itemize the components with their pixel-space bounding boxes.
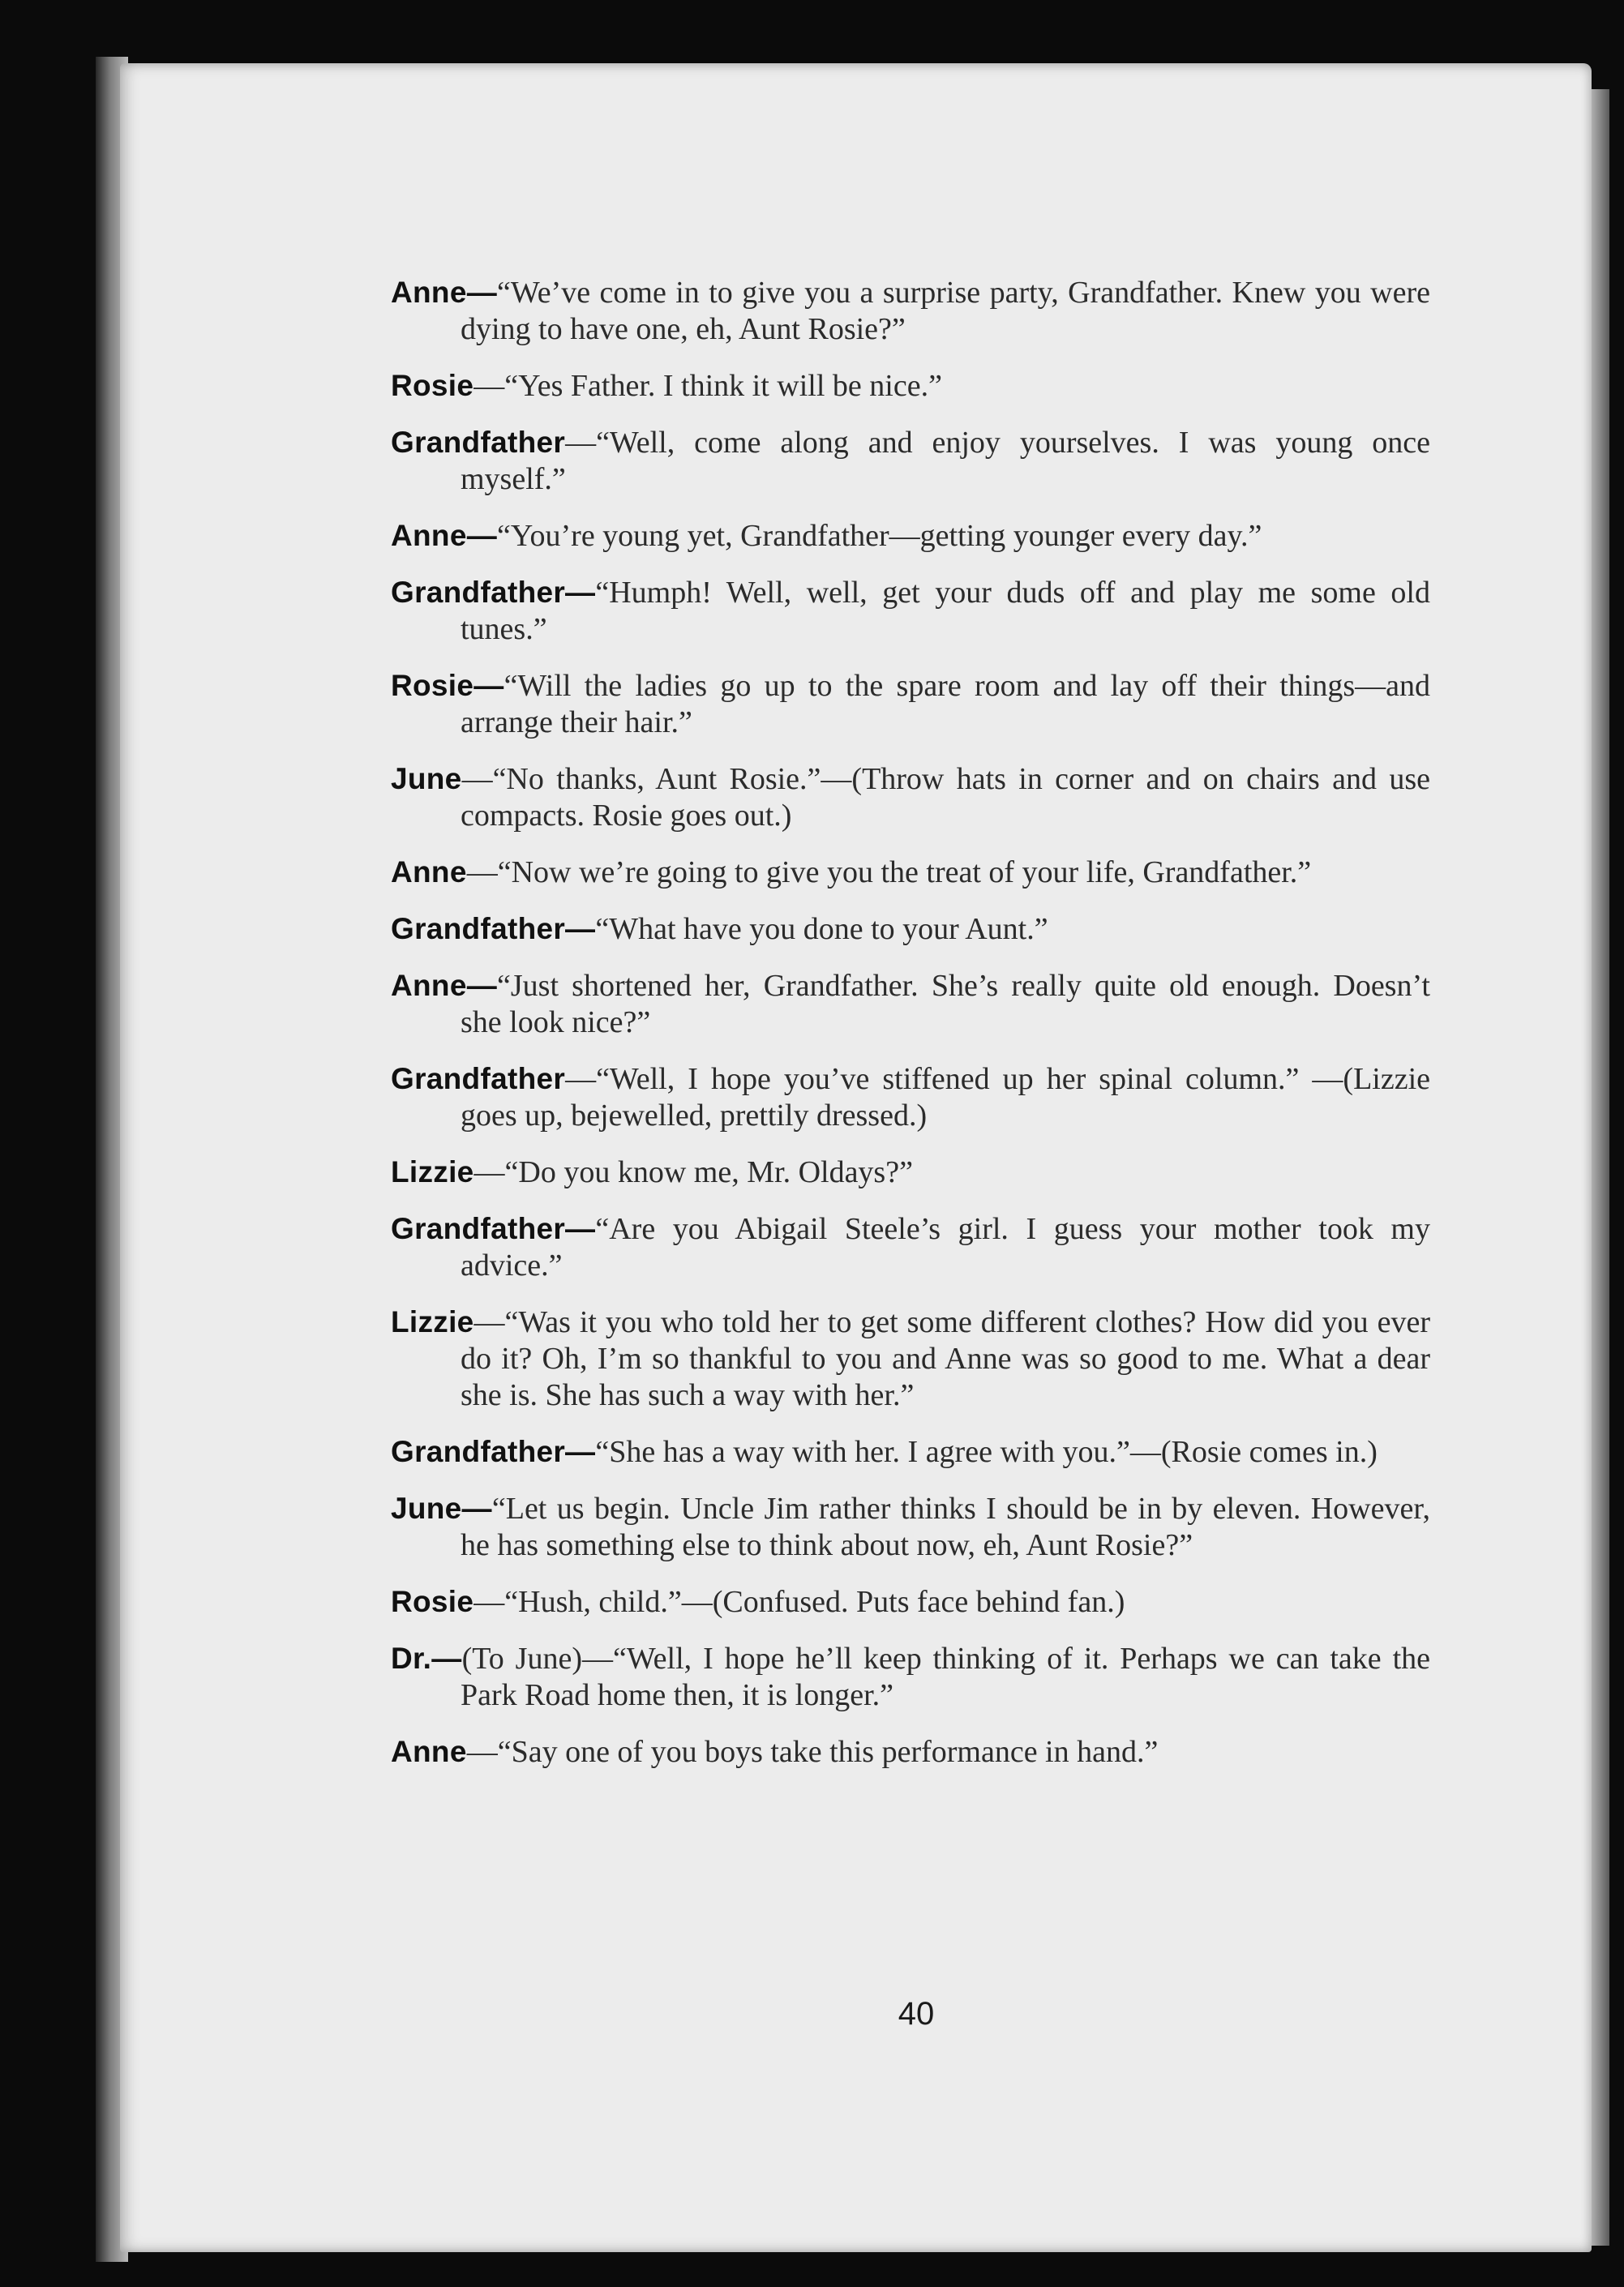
dialogue-line: [391, 1210, 1430, 1284]
line-text: “Will the ladies go up to the spare room and lay off their things—and arrange their hair.”: [461, 669, 1430, 739]
speaker-name: Rosie—: [391, 669, 504, 702]
line-text: —“Was it you who told her to get some different clothes? How did you ever do it? Oh, I’m so thankful to you and Anne was so good to me. What a dear she is. She has such a way with her.”: [461, 1305, 1430, 1412]
line-text: (To June)—“Well, I hope he’ll keep thinking of it. Perhaps we can take the Park Road home then, it is longer.”: [461, 1642, 1430, 1712]
speaker-name: June: [391, 762, 462, 795]
speaker-name: Lizzie: [391, 1155, 474, 1188]
line-text: “Humph! Well, well, get your duds off and play me some old tunes.”: [461, 576, 1430, 646]
line-text: —“Now we’re going to give you the treat of your life, Grandfather.”: [466, 855, 1312, 889]
line-text: —“Do you know me, Mr. Oldays?”: [473, 1155, 913, 1189]
line-text: —“Say one of you boys take this performance in hand.”: [466, 1735, 1159, 1769]
line-text: “You’re young yet, Grandfather—getting younger every day.”: [497, 519, 1262, 553]
speaker-name: Anne—: [391, 276, 497, 309]
dialogue-line: [391, 667, 1430, 741]
dialogue-line: [391, 760, 1430, 834]
dialogue-line: [391, 1733, 1430, 1771]
speaker-name: Lizzie: [391, 1305, 474, 1338]
speaker-name: Dr.—: [391, 1642, 462, 1675]
dialogue-line: [391, 1304, 1430, 1414]
page-number: 40: [898, 1996, 935, 2032]
speaker-name: Anne: [391, 1735, 467, 1768]
line-text: “Just shortened her, Grandfather. She’s really quite old enough. Doesn’t she look nice?”: [461, 969, 1430, 1039]
line-text: “What have you done to your Aunt.”: [595, 912, 1048, 946]
dialogue-line: [391, 1154, 1430, 1191]
line-text: “Let us begin. Uncle Jim rather thinks I should be in by eleven. However, he has something else to think about now, eh, Aunt Rosie?”: [461, 1492, 1430, 1562]
line-text: —“Hush, child.”—(Confused. Puts face behind fan.): [473, 1585, 1125, 1619]
speaker-name: Grandfather—: [391, 1212, 596, 1245]
dialogue-line: [391, 1583, 1430, 1621]
dialogue-line: [391, 424, 1430, 498]
speaker-name: Anne—: [391, 969, 497, 1002]
dialogue-line: [391, 910, 1430, 948]
dialogue-line: [391, 1433, 1430, 1471]
dialogue-text: [391, 274, 1430, 1790]
dialogue-line: [391, 1060, 1430, 1134]
dialogue-line: [391, 1490, 1430, 1564]
dialogue-line: [391, 854, 1430, 891]
speaker-name: Grandfather: [391, 1062, 566, 1095]
speaker-name: Rosie: [391, 369, 474, 402]
line-text: —“Well, I hope you’ve stiffened up her spinal column.” —(Lizzie goes up, bejewelled, prettily dressed.): [461, 1062, 1430, 1133]
speaker-name: June—: [391, 1492, 492, 1525]
speaker-name: Grandfather—: [391, 912, 596, 945]
dialogue-line: [391, 274, 1430, 348]
line-text: —“No thanks, Aunt Rosie.”—(Throw hats in corner and on chairs and use compacts. Rosie goes out.): [461, 762, 1430, 833]
line-text: “She has a way with her. I agree with you.”—(Rosie comes in.): [595, 1435, 1378, 1469]
dialogue-line: [391, 517, 1430, 555]
speaker-name: Anne—: [391, 519, 497, 552]
line-text: “We’ve come in to give you a surprise party, Grandfather. Knew you were dying to have one, eh, Aunt Rosie?”: [461, 276, 1430, 346]
line-text: “Are you Abigail Steele’s girl. I guess your mother took my advice.”: [461, 1212, 1430, 1283]
dialogue-line: [391, 967, 1430, 1041]
dialogue-line: [391, 574, 1430, 648]
speaker-name: Grandfather: [391, 426, 566, 459]
dialogue-line: [391, 367, 1430, 405]
dialogue-line: [391, 1640, 1430, 1714]
line-text: —“Yes Father. I think it will be nice.”: [473, 369, 942, 403]
line-text: —“Well, come along and enjoy yourselves. I was young once myself.”: [461, 426, 1430, 496]
speaker-name: Grandfather—: [391, 1435, 596, 1468]
speaker-name: Anne: [391, 855, 467, 889]
speaker-name: Grandfather—: [391, 576, 596, 609]
speaker-name: Rosie: [391, 1585, 474, 1618]
